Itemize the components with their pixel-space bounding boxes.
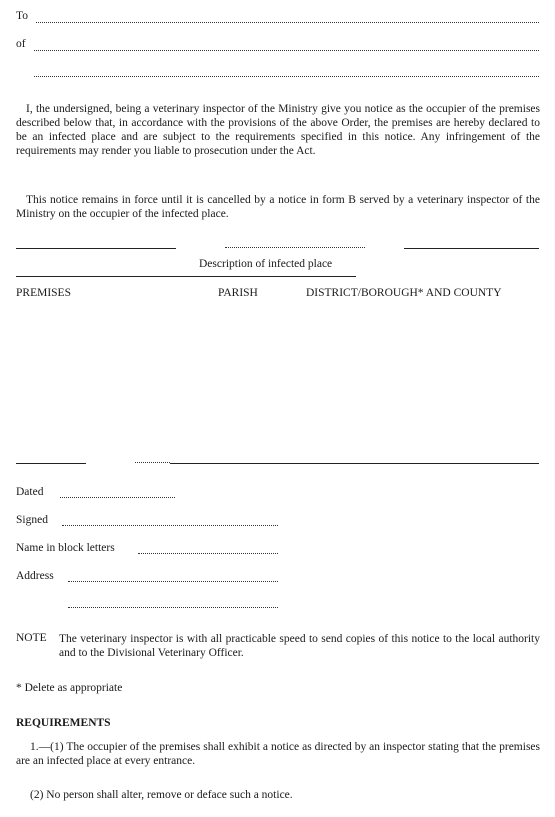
address-label: Address: [16, 570, 54, 582]
footnote: * Delete as appropriate: [16, 682, 123, 694]
requirement-item-1: 1.—(1) The occupier of the premises shall exhibit a notice as directed by an inspector stating that the premises are an infected place at every entrance.: [16, 741, 540, 767]
description-underline: [16, 276, 356, 277]
description-bottom-dots: [135, 462, 170, 463]
notice-paragraph-1: I, the undersigned, being a veterinary inspector of the Ministry give you notice as the occupier of the premises described below that, in accordance with the provisions of the above Order, the premises are hereby declared to be an infected place and are subject to the requirements specified in this notice. Any infringement of the requirements may render you liable to prosecution under the Act.: [16, 103, 540, 157]
note-label: NOTE: [16, 632, 47, 644]
description-bottom-rule-right: [170, 463, 539, 464]
separator-rule-right: [404, 248, 539, 249]
separator-dots-middle: [225, 247, 365, 248]
dated-label: Dated: [16, 486, 44, 498]
column-parish: PARISH: [218, 287, 258, 299]
name-label: Name in block letters: [16, 542, 115, 554]
description-title: Description of infected place: [199, 258, 333, 270]
separator-rule-left: [16, 248, 176, 249]
description-bottom-rule-left: [16, 463, 86, 464]
requirement-item-2: (2) No person shall alter, remove or deface such a notice.: [30, 789, 293, 801]
requirements-heading: REQUIREMENTS: [16, 717, 111, 729]
of-label: of: [16, 38, 26, 50]
signed-label: Signed: [16, 514, 48, 526]
note-text: The veterinary inspector is with all practicable speed to send copies of this notice to the local authority and to the Divisional Veterinary Officer.: [59, 633, 540, 659]
to-label: To: [16, 10, 28, 22]
of-field[interactable]: [34, 50, 539, 51]
column-premises: PREMISES: [16, 287, 71, 299]
address-field[interactable]: [68, 581, 278, 582]
column-district-county: DISTRICT/BOROUGH* AND COUNTY: [306, 287, 502, 299]
name-field[interactable]: [138, 553, 278, 554]
dated-field[interactable]: [60, 497, 175, 498]
address-field-line-2[interactable]: [68, 607, 278, 608]
description-entry-area[interactable]: [16, 305, 539, 455]
of-field-line-2[interactable]: [34, 76, 539, 77]
signed-field[interactable]: [62, 525, 278, 526]
notice-paragraph-2: This notice remains in force until it is cancelled by a notice in form B served by a veterinary inspector of the Ministry on the occupier of the infected place.: [16, 194, 540, 220]
to-field[interactable]: [36, 22, 539, 23]
